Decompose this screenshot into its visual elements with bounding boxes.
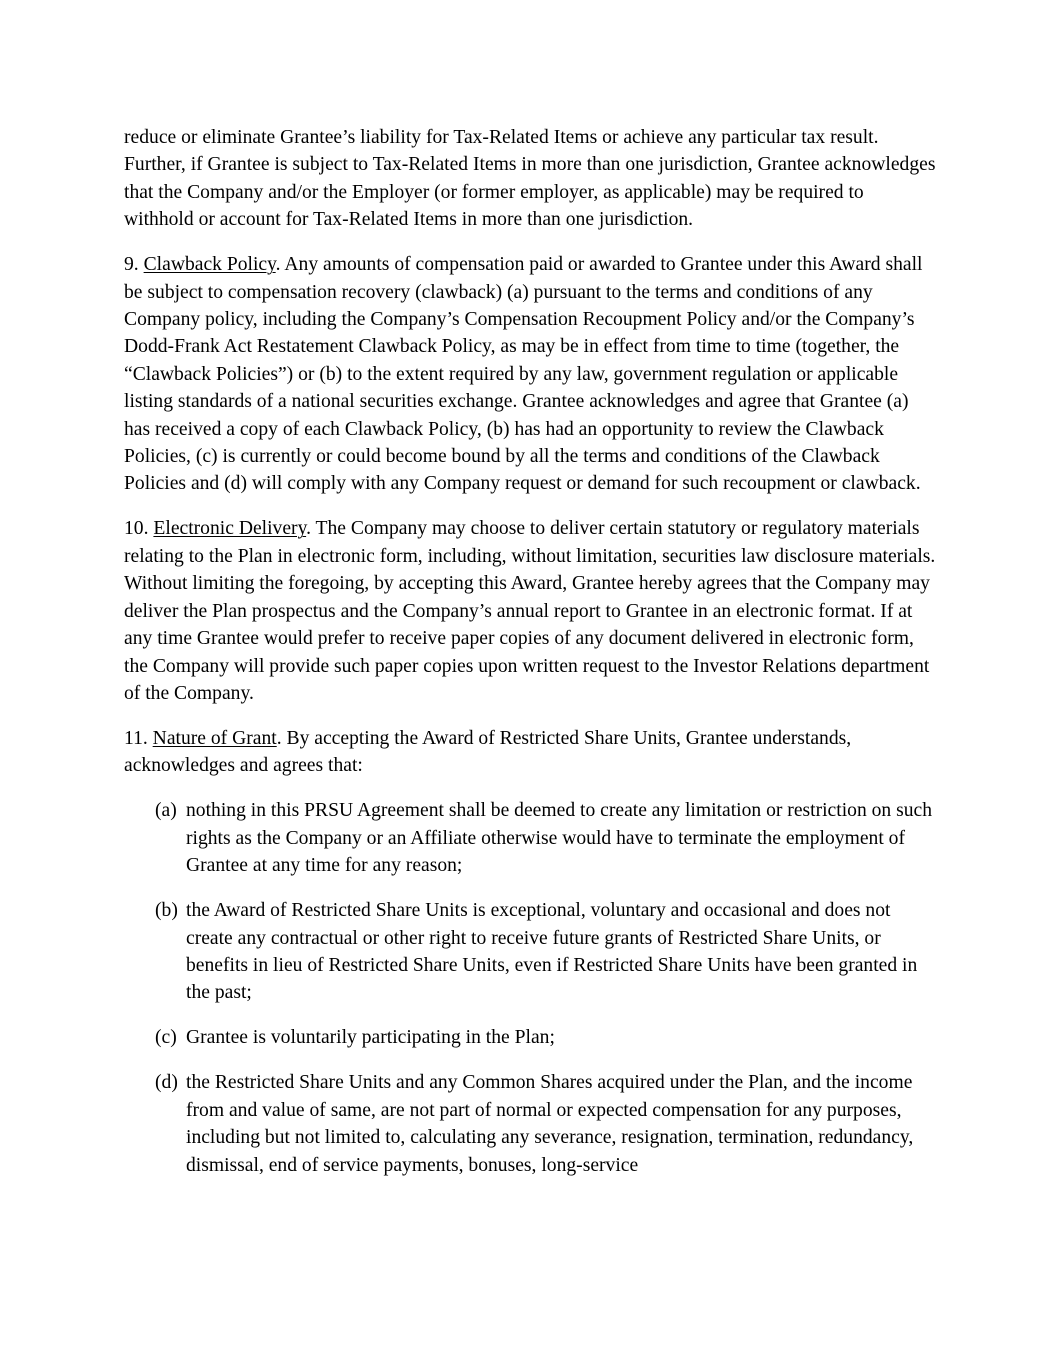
- section-10-electronic-delivery: [124, 515, 936, 707]
- section-9-number: 9.: [124, 254, 139, 276]
- list-marker: (d): [155, 1072, 178, 1094]
- list-marker: (a): [155, 800, 177, 822]
- list-item-b: [124, 897, 936, 1007]
- section-11-body: . By accepting the Award of Restricted Share Units, Grantee understands, acknowledges and agrees that:: [124, 727, 852, 777]
- section-10-title: Electronic Delivery: [153, 518, 307, 540]
- list-item-text: nothing in this PRSU Agreement shall be deemed to create any limitation or restriction on such rights as the Company or an Affiliate otherwise would have to terminate the employment of Grantee at any time for any reason;: [186, 800, 933, 877]
- section-10-body: . The Company may choose to deliver certain statutory or regulatory materials relating to the Plan in electronic form, including, without limitation, securities law disclosure materials. Without limiting the foregoing, by accepting this Award, Grantee hereby agrees that the Company may deliver the Plan prospectus and the Company’s annual report to Grantee in an electronic format. If at any time Grantee would prefer to receive paper copies of any document delivered in electronic form, the Company will provide such paper copies upon written request to the Investor Relations department of the Company.: [124, 518, 936, 704]
- section-11-title: Nature of Grant: [152, 727, 277, 749]
- list-marker: (b): [155, 900, 178, 922]
- list-item-text: the Award of Restricted Share Units is exceptional, voluntary and occasional and does not create any contractual or other right to receive future grants of Restricted Share Units, or benefits in lieu of Restricted Share Units, even if Restricted Share Units have been granted in the past;: [186, 900, 918, 1004]
- list-item-text: the Restricted Share Units and any Common Shares acquired under the Plan, and the income from and value of same, are not part of normal or expected compensation for any purposes, including but not limited to, calculating any severance, resignation, termination, redundancy, dismissal, end of service payments, bonuses, long-service: [186, 1072, 914, 1176]
- list-item-d: [124, 1069, 936, 1179]
- section-9-title: Clawback Policy: [143, 254, 276, 276]
- list-item-a: [124, 797, 936, 879]
- document-page: [124, 124, 936, 1197]
- list-item-text: Grantee is voluntarily participating in the Plan;: [186, 1027, 555, 1049]
- section-9-body: . Any amounts of compensation paid or awarded to Grantee under this Award shall be subject to compensation recovery (clawback) (a) pursuant to the terms and conditions of any Company policy, including the Company’s Compensation Recoupment Policy and/or the Company’s Dodd-Frank Act Restatement Clawback Policy, as may be in effect from time to time (together, the “Clawback Policies”) or (b) to the extent required by any law, government regulation or applicable listing standards of a national securities exchange. Grantee acknowledges and agree that Grantee (a) has received a copy of each Clawback Policy, (b) has had an opportunity to review the Clawback Policies, (c) is currently or could become bound by all the terms and conditions of the Clawback Policies and (d) will comply with any Company request or demand for such recoupment or clawback.: [124, 254, 923, 495]
- section-9-clawback-policy: [124, 251, 936, 498]
- section-11-number: 11.: [124, 727, 148, 749]
- list-marker: (c): [155, 1027, 177, 1049]
- section-10-number: 10.: [124, 518, 149, 540]
- section-11-nature-of-grant: [124, 725, 936, 780]
- list-item-c: [124, 1024, 936, 1051]
- intro-paragraph: reduce or eliminate Grantee’s liability for Tax-Related Items or achieve any particular tax result. Further, if Grantee is subject to Tax-Related Items in more than one jurisdiction, Grantee acknowledges that the Company and/or the Employer (or former employer, as applicable) may be required to withhold or account for Tax-Related Items in more than one jurisdiction.: [124, 127, 936, 231]
